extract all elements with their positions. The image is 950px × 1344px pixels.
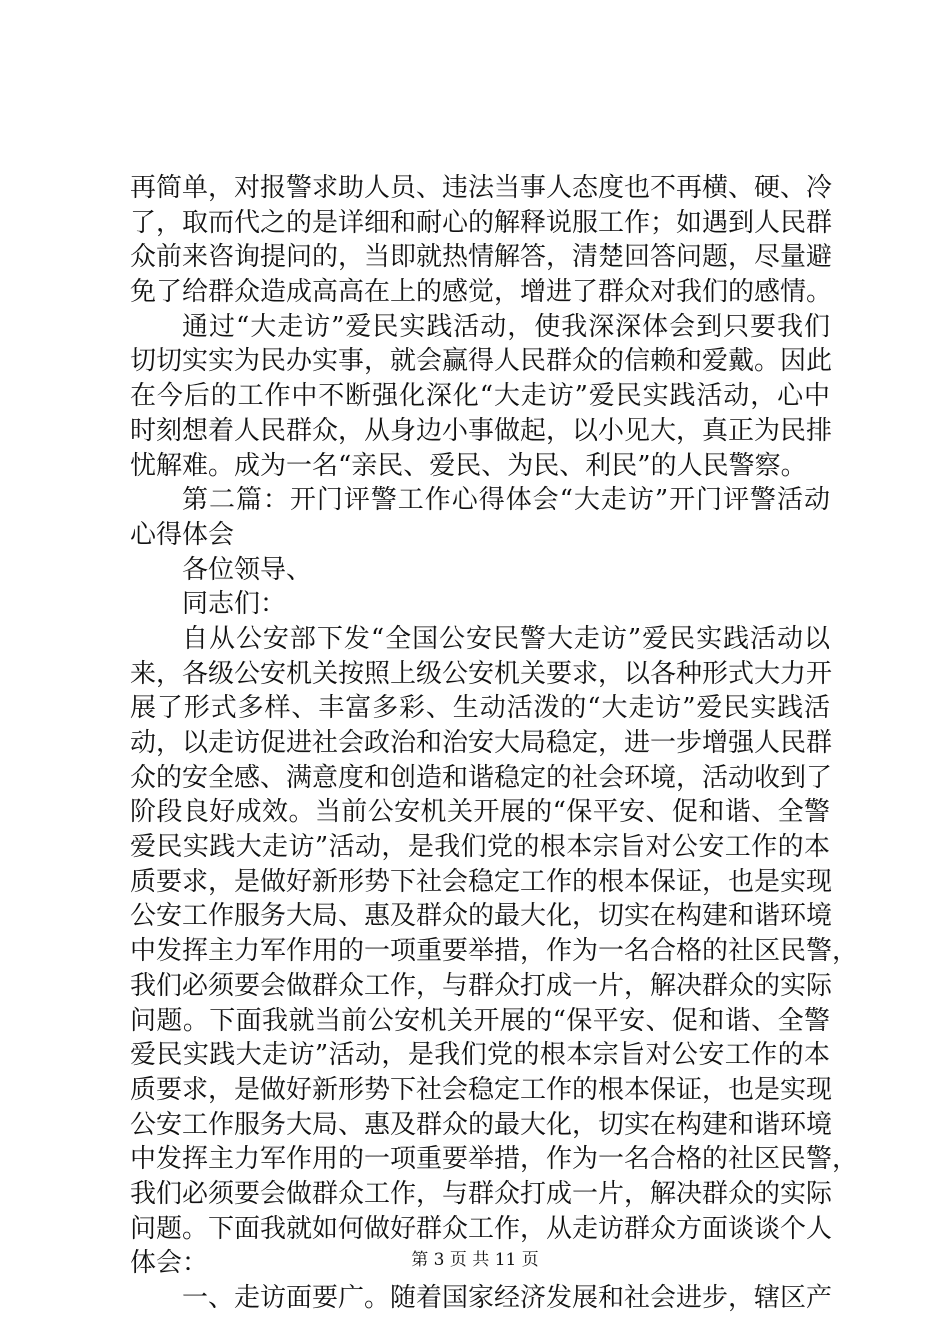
text-line: 公安工作服务大局、惠及群众的最大化，切实在构建和谐环境 (130, 1109, 833, 1140)
text-line: 切切实实为民办实事，就会赢得人民群众的信赖和爱戴。因此 (130, 346, 833, 377)
text-line: 众的安全感、满意度和创造和谐稳定的社会环境，活动收到了 (130, 762, 833, 793)
text-line: 来，各级公安机关按照上级公安机关要求，以各种形式大力开 (130, 658, 833, 689)
text-line: 忧解难。成为一名“亲民、爱民、为民、利民”的人民警察。 (130, 450, 807, 481)
text-line: 爱民实践大走访”活动，是我们党的根本宗旨对公安工作的本 (130, 832, 830, 863)
salutation-line: 同志们： (182, 589, 287, 620)
text-line: 展了形式多样、丰富多彩、生动活泼的“大走访”爱民实践活 (130, 693, 830, 724)
text-line: 动，以走访促进社会政治和治安大局稳定，进一步增强人民群 (130, 728, 833, 758)
text-line: 在今后的工作中不断强化深化“大走访”爱民实践活动，心中 (130, 381, 830, 412)
text-line: 众前来咨询提问的，当即就热情解答，清楚回答问题，尽量避 (130, 242, 833, 273)
text-line: 体会： (130, 1248, 209, 1279)
text-line: 再简单，对报警求助人员、违法当事人态度也不再横、硬、冷 (130, 173, 833, 203)
text-line: 免了给群众造成高高在上的感觉，增进了群众对我们的感情。 (130, 277, 833, 308)
text-line: 中发挥主力军作用的一项重要举措，作为一名合格的社区民警， (130, 936, 859, 967)
text-line: 了，取而代之的是详细和耐心的解释说服工作；如遇到人民群 (130, 207, 833, 238)
text-line: 公安工作服务大局、惠及群众的最大化，切实在构建和谐环境 (130, 901, 833, 932)
section-heading-cont: 心得体会 (130, 519, 235, 550)
text-line: 问题。下面我就当前公安机关开展的“保平安、促和谐、全警 (130, 1005, 830, 1036)
text-line: 质要求，是做好新形势下社会稳定工作的根本保证，也是实现 (130, 866, 833, 897)
text-line: 爱民实践大走访”活动，是我们党的根本宗旨对公安工作的本 (130, 1040, 830, 1071)
text-line: 时刻想着人民群众，从身边小事做起，以小见大，真正为民排 (130, 415, 833, 446)
text-line: 质要求，是做好新形势下社会稳定工作的根本保证，也是实现 (130, 1074, 833, 1105)
text-line: 通过“大走访”爱民实践活动，使我深深体会到只要我们 (182, 311, 830, 342)
page-number-footer: 第 3 页 共 11 页 (411, 1250, 539, 1270)
document-body (130, 171, 859, 1316)
text-line: 阶段良好成效。当前公安机关开展的“保平安、促和谐、全警 (130, 797, 830, 828)
text-line: 一、走访面要广。随着国家经济发展和社会进步，辖区产 (182, 1283, 833, 1313)
section-heading: 第二篇：开门评警工作心得体会“大走访”开门评警活动 (182, 485, 830, 516)
text-line: 中发挥主力军作用的一项重要举措，作为一名合格的社区民警， (130, 1144, 859, 1175)
text-line: 我们必须要会做群众工作，与群众打成一片，解决群众的实际 (130, 970, 833, 1001)
text-line: 我们必须要会做群众工作，与群众打成一片，解决群众的实际 (130, 1178, 833, 1209)
text-line: 自从公安部下发“全国公安民警大走访”爱民实践活动以 (182, 623, 830, 654)
salutation-line: 各位领导、 (182, 554, 313, 585)
text-line: 问题。下面我就如何做好群众工作，从走访群众方面谈谈个人 (130, 1213, 833, 1244)
